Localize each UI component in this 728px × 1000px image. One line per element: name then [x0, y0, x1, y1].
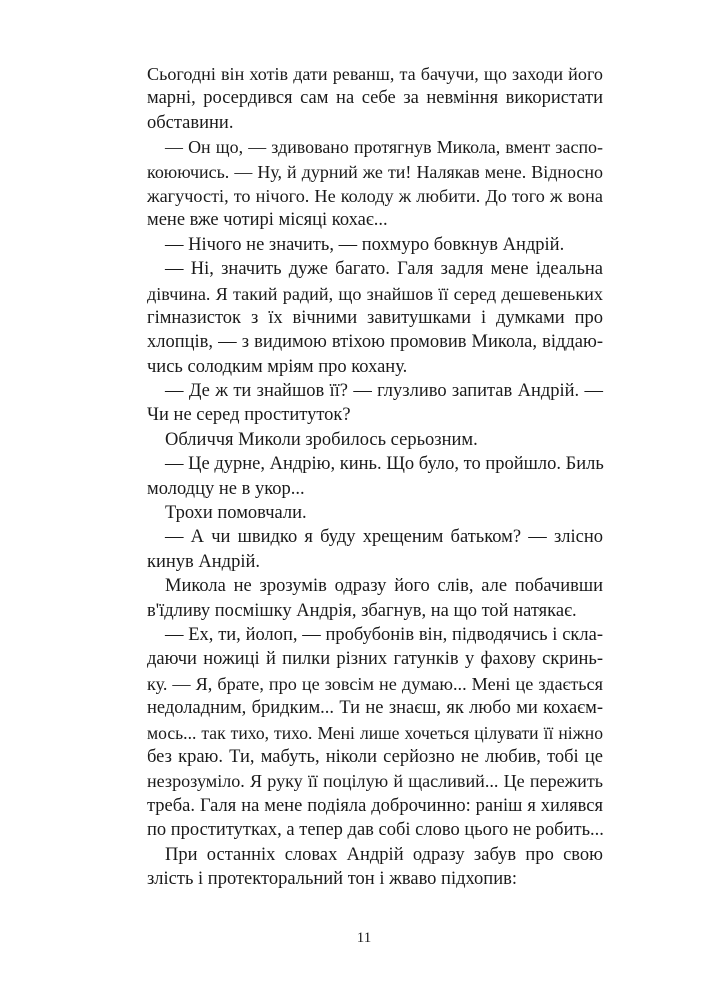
text-line: — Ні, значить дуже багато. Галя задля мене ідеальна	[165, 259, 603, 280]
text-line: треба. Галя на мене подіяла доброчинно: раніш я хилявся	[147, 795, 603, 816]
text-line: Сьогодні він хотів дати реванш, та бачучи, що заходи його	[147, 64, 603, 84]
text-line: обставини.	[147, 112, 234, 133]
body-text	[147, 62, 603, 891]
text-line: молодцу не в укор...	[147, 478, 305, 499]
text-line: в'їдливу посмішку Андрія, збагнув, на що той натякає.	[147, 600, 577, 621]
text-line: При останніх словах Андрій одразу забув про свою	[165, 844, 603, 865]
text-line: — А чи швидко я буду хрещеним батьком? — злісно	[165, 527, 603, 548]
text-line: незрозуміло. Я руку її поцілую й щасливий... Це пережить	[147, 771, 603, 792]
text-line: недоладним, бридким... Ти не знаєш, як любо ми кохаєм-	[147, 698, 603, 719]
text-line: марні, росердився сам на себе за невміння використати	[147, 88, 603, 109]
text-line: кинув Андрій.	[147, 551, 260, 572]
text-line: по проститутках, а тепер дав собі слово цього не робить...	[147, 820, 604, 841]
text-line: дівчина. Я такий радий, що знайшов її серед дешевеньких	[147, 283, 603, 304]
text-line: коюючись. — Ну, й дурний же ти! Налякав мене. Відносно	[147, 161, 603, 182]
text-line: — Нічого не значить, — похмуро бовкнув Андрій.	[165, 234, 565, 255]
text-line: даючи ножиці й пилки різних гатунків у фахову скринь-	[147, 649, 603, 670]
text-line: — Он що, — здивовано протягнув Микола, вмент заспо-	[165, 137, 603, 158]
text-line: — Це дурне, Андрію, кинь. Що було, то пройшло. Биль	[165, 454, 604, 475]
text-line: ку. — Я, брате, про це зовсім не думаю... Мені це здається	[147, 673, 603, 694]
text-line: хлопців, — з видимою втіхою промовив Микола, віддаю-	[147, 332, 603, 353]
text-line: жагучості, то нічого. Не колоду ж любити. До того ж вона	[147, 185, 603, 206]
text-line: Обличчя Миколи зробилось серьозним.	[165, 429, 478, 450]
text-line: чись солодким мріям про кохану.	[147, 356, 408, 377]
text-line: мене вже чотирі місяці кохає...	[147, 210, 388, 231]
text-line: Трохи помовчали.	[165, 503, 307, 524]
text-line: — Ех, ти, йолоп, — пробубонів він, підводячись і скла-	[165, 624, 603, 645]
page-number: 11	[356, 930, 372, 946]
text-line: без краю. Ти, мабуть, ніколи серйозно не любив, тобі це	[147, 746, 603, 767]
text-line: — Де ж ти знайшов її? — глузливо запитав Андрій. —	[165, 381, 603, 402]
text-line: Микола не зрозумів одразу його слів, але побачивши	[165, 576, 603, 597]
text-line: Чи не серед проституток?	[147, 405, 351, 426]
text-line: гімназисток з їх вічними завитушками і думками про	[147, 307, 603, 328]
text-line: мось... так тихо, тихо. Мені лише хочеться цілувати її ніжно	[147, 722, 603, 743]
text-line: злість і протекторальний тон і жваво підхопив:	[147, 868, 517, 889]
